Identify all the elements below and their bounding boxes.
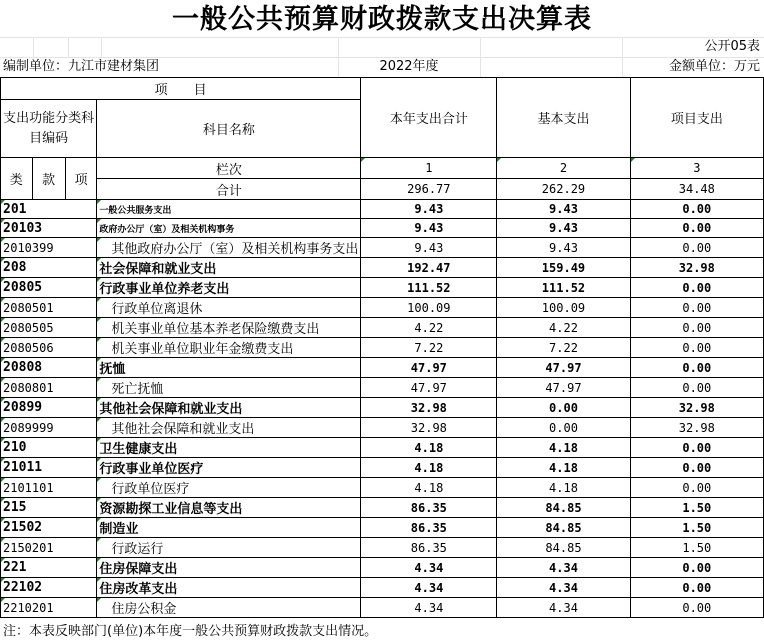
row-name: 死亡抚恤 <box>97 378 361 398</box>
row-code: 21502 <box>1 518 97 538</box>
col-total-header: 本年支出合计 <box>361 78 497 158</box>
expenditure-table <box>0 77 764 618</box>
table-row <box>1 538 764 558</box>
table-row <box>1 318 764 338</box>
table-row <box>1 378 764 398</box>
row-code: 2010399 <box>1 238 97 258</box>
row-project: 32.98 <box>630 398 763 418</box>
total-1: 296.77 <box>361 179 497 200</box>
row-basic: 159.49 <box>497 258 630 278</box>
row-name: 其他政府办公厅（室）及相关机构事务支出 <box>97 238 361 258</box>
row-total: 32.98 <box>361 418 497 438</box>
index-3: 3 <box>630 158 763 179</box>
row-name: 社会保障和就业支出 <box>97 258 361 278</box>
row-total: 111.52 <box>361 278 497 298</box>
row-code: 2080801 <box>1 378 97 398</box>
fiscal-year: 2022年度 <box>379 59 439 74</box>
row-name: 其他社会保障和就业支出 <box>97 418 361 438</box>
table-row <box>1 338 764 358</box>
row-code: 201 <box>1 200 97 219</box>
row-total: 9.43 <box>361 238 497 258</box>
row-total: 4.18 <box>361 458 497 478</box>
row-basic: 4.18 <box>497 438 630 458</box>
row-basic: 111.52 <box>497 278 630 298</box>
row-code: 215 <box>1 498 97 518</box>
row-name: 一般公共服务支出 <box>97 200 361 219</box>
form-number: 公开05表 <box>704 39 760 54</box>
row-project: 0.00 <box>630 298 763 318</box>
row-code: 22102 <box>1 578 97 598</box>
row-code: 2080501 <box>1 298 97 318</box>
row-code: 2080506 <box>1 338 97 358</box>
table-row <box>1 200 764 219</box>
row-total: 86.35 <box>361 498 497 518</box>
row-total: 192.47 <box>361 258 497 278</box>
row-total: 4.18 <box>361 478 497 498</box>
row-total: 4.18 <box>361 438 497 458</box>
total-3: 34.48 <box>630 179 763 200</box>
row-project: 0.00 <box>630 219 763 238</box>
row-name: 行政事业单位养老支出 <box>97 278 361 298</box>
row-project: 0.00 <box>630 478 763 498</box>
table-row <box>1 518 764 538</box>
row-total: 32.98 <box>361 398 497 418</box>
row-project: 0.00 <box>630 598 763 618</box>
table-row <box>1 238 764 258</box>
code-group-header: 支出功能分类科目编码 <box>1 100 97 158</box>
lei-header: 类 <box>1 158 33 200</box>
row-total: 4.22 <box>361 318 497 338</box>
row-basic: 47.97 <box>497 358 630 378</box>
row-project: 0.00 <box>630 378 763 398</box>
row-project: 0.00 <box>630 338 763 358</box>
row-total: 4.34 <box>361 598 497 618</box>
amount-unit: 金额单位：万元 <box>668 59 760 74</box>
table-row <box>1 298 764 318</box>
row-total: 7.22 <box>361 338 497 358</box>
row-code: 208 <box>1 258 97 278</box>
row-total: 4.34 <box>361 578 497 598</box>
row-name: 制造业 <box>97 518 361 538</box>
row-basic: 84.85 <box>497 498 630 518</box>
row-code: 210 <box>1 438 97 458</box>
row-total: 100.09 <box>361 298 497 318</box>
xiang-header: 项 <box>65 158 97 200</box>
col-basic-header: 基本支出 <box>497 78 630 158</box>
table-row <box>1 278 764 298</box>
table-row <box>1 418 764 438</box>
row-project: 0.00 <box>630 438 763 458</box>
row-project: 0.00 <box>630 458 763 478</box>
table-row <box>1 498 764 518</box>
table-row <box>1 598 764 618</box>
table-row <box>1 458 764 478</box>
row-project: 1.50 <box>630 538 763 558</box>
row-basic: 7.22 <box>497 338 630 358</box>
row-name: 卫生健康支出 <box>97 438 361 458</box>
row-project: 0.00 <box>630 200 763 219</box>
row-code: 21011 <box>1 458 97 478</box>
row-name: 行政运行 <box>97 538 361 558</box>
row-name: 住房公积金 <box>97 598 361 618</box>
page-title: 一般公共预算财政拨款支出决算表 <box>172 4 592 35</box>
row-basic: 0.00 <box>497 418 630 438</box>
table-row <box>1 219 764 238</box>
row-code: 2089999 <box>1 418 97 438</box>
row-basic: 4.22 <box>497 318 630 338</box>
row-basic: 47.97 <box>497 378 630 398</box>
table-row <box>1 258 764 278</box>
row-total: 4.34 <box>361 558 497 578</box>
row-basic: 4.34 <box>497 578 630 598</box>
table-row <box>1 578 764 598</box>
row-basic: 4.34 <box>497 598 630 618</box>
row-name: 行政事业单位医疗 <box>97 458 361 478</box>
row-name: 住房保障支出 <box>97 558 361 578</box>
row-index-label: 栏次 <box>97 158 361 179</box>
name-header: 科目名称 <box>97 100 361 158</box>
kuan-header: 款 <box>32 158 65 200</box>
row-basic: 4.34 <box>497 558 630 578</box>
row-project: 0.00 <box>630 238 763 258</box>
row-project: 1.50 <box>630 518 763 538</box>
row-basic: 4.18 <box>497 458 630 478</box>
row-code: 2150201 <box>1 538 97 558</box>
row-basic: 9.43 <box>497 219 630 238</box>
row-project: 32.98 <box>630 258 763 278</box>
row-total: 86.35 <box>361 518 497 538</box>
item-header: 项 目 <box>1 78 361 100</box>
row-name: 机关事业单位基本养老保险缴费支出 <box>97 318 361 338</box>
row-code: 2080505 <box>1 318 97 338</box>
row-project: 0.00 <box>630 358 763 378</box>
footnote: 注：本表反映部门(单位)本年度一般公共预算财政拨款支出情况。 <box>3 624 378 639</box>
row-name: 行政单位离退休 <box>97 298 361 318</box>
row-project: 0.00 <box>630 278 763 298</box>
row-basic: 4.18 <box>497 478 630 498</box>
table-row <box>1 438 764 458</box>
row-name: 资源勘探工业信息等支出 <box>97 498 361 518</box>
row-name: 抚恤 <box>97 358 361 378</box>
row-code: 20805 <box>1 278 97 298</box>
table-row <box>1 558 764 578</box>
row-code: 221 <box>1 558 97 578</box>
row-code: 2210201 <box>1 598 97 618</box>
row-project: 0.00 <box>630 558 763 578</box>
row-project: 0.00 <box>630 578 763 598</box>
row-project: 32.98 <box>630 418 763 438</box>
row-code: 20899 <box>1 398 97 418</box>
row-total: 47.97 <box>361 378 497 398</box>
row-basic: 100.09 <box>497 298 630 318</box>
row-name: 机关事业单位职业年金缴费支出 <box>97 338 361 358</box>
table-row <box>1 398 764 418</box>
row-name: 政府办公厅（室）及相关机构事务 <box>97 219 361 238</box>
total-label: 合计 <box>97 179 361 200</box>
row-code: 20808 <box>1 358 97 378</box>
total-2: 262.29 <box>497 179 630 200</box>
row-total: 86.35 <box>361 538 497 558</box>
index-2: 2 <box>497 158 630 179</box>
table-row <box>1 478 764 498</box>
row-code: 2101101 <box>1 478 97 498</box>
row-basic: 84.85 <box>497 538 630 558</box>
col-project-header: 项目支出 <box>630 78 763 158</box>
row-basic: 9.43 <box>497 238 630 258</box>
row-name: 住房改革支出 <box>97 578 361 598</box>
row-project: 0.00 <box>630 318 763 338</box>
compiling-unit: 编制单位：九江市建材集团 <box>3 59 160 74</box>
row-basic: 9.43 <box>497 200 630 219</box>
row-total: 9.43 <box>361 200 497 219</box>
row-name: 其他社会保障和就业支出 <box>97 398 361 418</box>
row-project: 1.50 <box>630 498 763 518</box>
index-1: 1 <box>361 158 497 179</box>
row-name: 行政单位医疗 <box>97 478 361 498</box>
table-row <box>1 358 764 378</box>
row-total: 47.97 <box>361 358 497 378</box>
row-total: 9.43 <box>361 219 497 238</box>
row-code: 20103 <box>1 219 97 238</box>
row-basic: 84.85 <box>497 518 630 538</box>
row-basic: 0.00 <box>497 398 630 418</box>
